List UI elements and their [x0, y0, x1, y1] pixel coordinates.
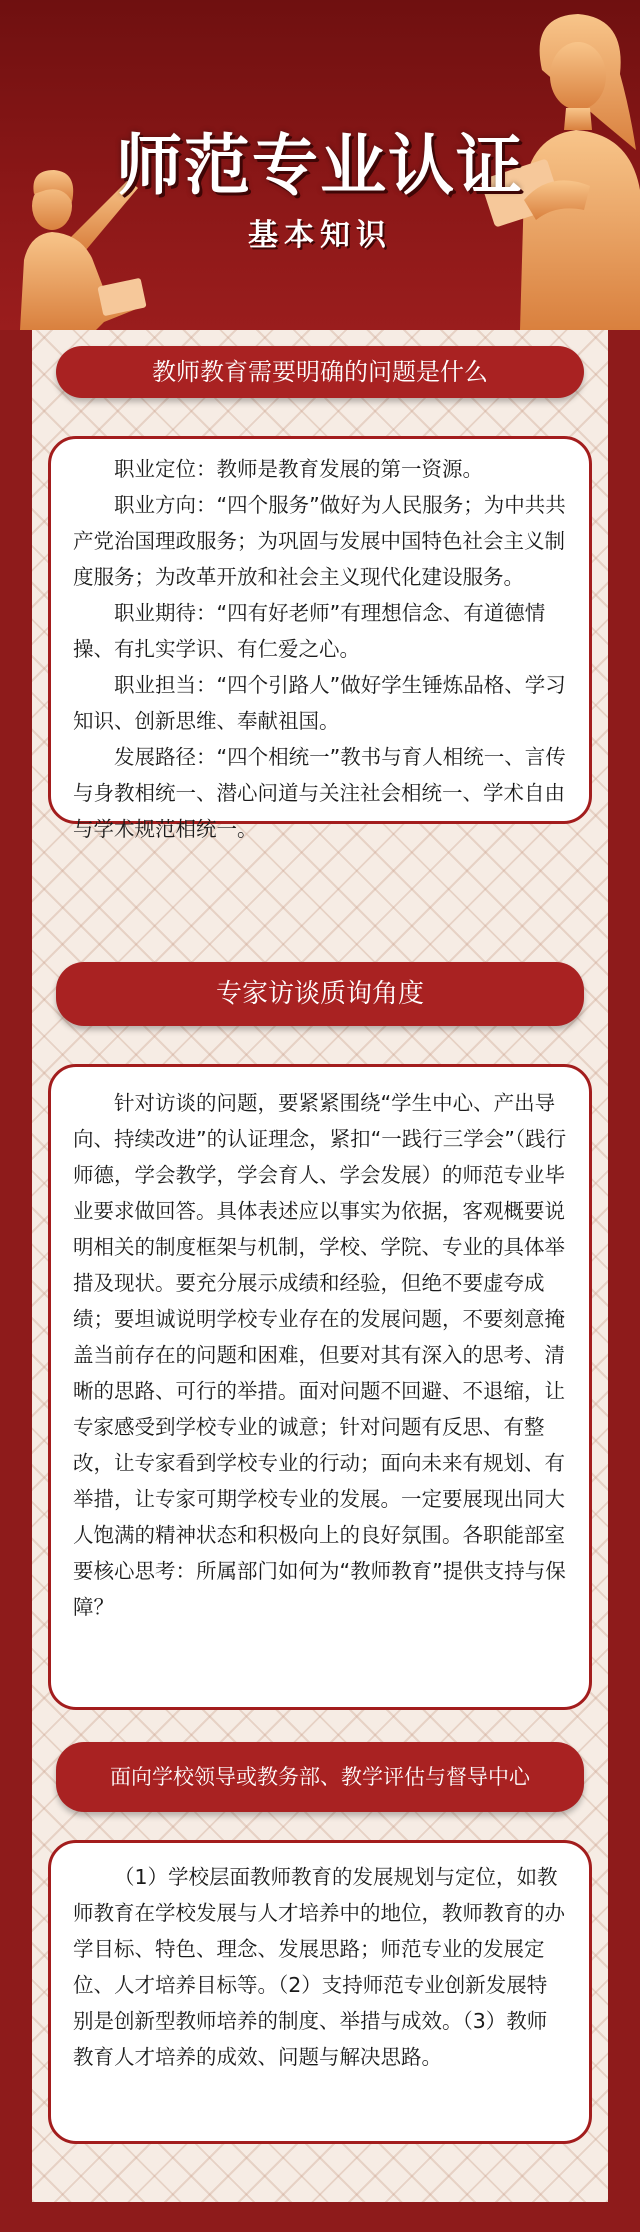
section-heading-expert-interview: 专家访谈质询角度: [56, 962, 584, 1026]
page-subtitle: 基本知识: [248, 218, 392, 253]
section-heading-school-leaders: 面向学校领导或教务部、教学评估与督导中心: [56, 1742, 584, 1812]
section-heading-questions: 教师教育需要明确的问题是什么: [56, 346, 584, 398]
card-teacher-education-questions: [48, 436, 592, 841]
paragraph-expert-interview: 针对访谈的问题，要紧紧围绕“学生中心、产出导向、持续改进”的认证理念，紧扣“一践行三学会”（践行师德，学会教学，学会育人、学会发展）的师范专业毕业要求做回答。具体表述应以事实为依据，客观概要说明相关的制度框架与机制，学校、学院、专业的具体举措及现状。要充分展示成绩和经验，但绝不要虚夸成绩；要坦诚说明学校专业存在的发展问题，不要刻意掩盖当前存在的问题和困难，但要对其有深入的思考、清晰的思路、可行的举措。面对问题不回避、不退缩，让专家感受到学校专业的诚意；针对问题有反思、有整改，让专家看到学校专业的行动；面向未来有规划、有举措，让专家可期学校专业的发展。一定要展现出同大人饱满的精神状态和积极向上的良好氛围。各职能部室要核心思考：所属部门如何为“教师教育”提供支持与保障？: [73, 1091, 567, 1619]
paragraph-development-path: 发展路径：“四个相统一”教书与育人相统一、言传与身教相统一、潜心问道与关注社会相统一、学术自由与学术规范相统一。: [73, 745, 566, 841]
paragraph-career-positioning: 职业定位：教师是教育发展的第一资源。: [114, 457, 483, 481]
paragraph-career-expectation: 职业期待：“四有好老师”有理想信念、有道德情操、有扎实学识、有仁爱之心。: [73, 601, 546, 661]
header-banner: [0, 0, 640, 330]
paragraph-career-responsibility: 职业担当：“四个引路人”做好学生锤炼品格、学习知识、创新思维、奉献祖国。: [73, 673, 566, 733]
paragraph-school-leaders: （1）学校层面教师教育的发展规划与定位，如教师教育在学校发展与人才培养中的地位，教师教育的办学目标、特色、理念、发展思路；师范专业的发展定位、人才培养目标等。（2）支持师范专业创新发展特别是创新型教师培养的制度、举措与成效。（3）教师教育人才培养的成效、问题与解决思路。: [73, 1865, 565, 2069]
page-title: 师范专业认证: [116, 127, 524, 204]
content-panel: [32, 330, 608, 2202]
paragraph-career-direction: 职业方向：“四个服务”做好为人民服务；为中共共产党治国理政服务；为巩固与发展中国特色社会主义制度服务；为改革开放和社会主义现代化建设服务。: [73, 493, 566, 589]
card-expert-interview: [48, 1064, 592, 1710]
card-school-leaders: [48, 1840, 592, 2144]
